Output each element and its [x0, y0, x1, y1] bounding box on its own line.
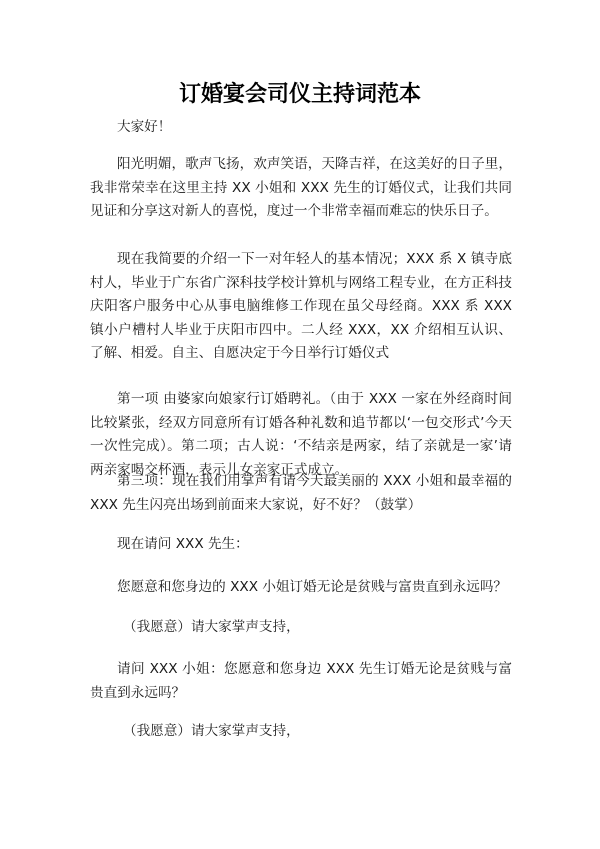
question-bride: 请问 XXX 小姐：您愿意和您身边 XXX 先生订婚无论是贫贱与富贵直到永远吗？ [90, 661, 512, 701]
step-three-paragraph: 第三项：现在我们用掌声有请今天最美丽的 XXX 小姐和最幸福的 XXX 先生闪亮出场到前面来大家说，好不好？（鼓掌） [90, 473, 512, 513]
introduction-paragraph: 现在我简要的介绍一下一对年轻人的基本情况；XXX 系 X 镇寺底村人，毕业于广东省广深科技学校计算机与网络工程专业，在方正科技庆阳客户服务中心从事电脑维修工作现在虽父母经商。XXX 系 XXX 镇小户槽村人毕业于庆阳市四中。二人经 XXX，XX 介绍相互认识、了解、相爱。自主、自愿决定于今日举行订婚仪式 [90, 251, 512, 361]
document-title: 订婚宴会司仪主持词范本 [178, 82, 421, 107]
greeting-paragraph: 大家好！ [117, 119, 172, 135]
opening-paragraph: 阳光明媚，歌声飞扬，欢声笑语，天降吉祥，在这美好的日子里，我非常荣幸在这里主持 XX 小姐和 XXX 先生的订婚仪式，让我们共同见证和分享这对新人的喜悦，度过一个非常幸福而难忘的快乐日子。 [90, 156, 512, 219]
step-one-paragraph: 第一项 由婆家向娘家行订婚聘礼。（由于 XXX 一家在外经商时间比较紧张，经双方同意所有订婚各种礼数和追节都以‘一包交形式’今天一次性完成）。第二项；古人说：‘不结亲是两家，结了亲就是一家’请两亲家喝交杯酒，表示儿女亲家正式成立。 [90, 391, 512, 478]
question-groom: 您愿意和您身边的 XXX 小姐订婚无论是贫贱与富贵直到永远吗？ [117, 579, 508, 595]
bride-answer: （我愿意）请大家掌声支持， [123, 723, 300, 739]
groom-answer: （我愿意）请大家掌声支持， [123, 619, 300, 635]
question-groom-intro: 现在请问 XXX 先生： [117, 536, 249, 552]
